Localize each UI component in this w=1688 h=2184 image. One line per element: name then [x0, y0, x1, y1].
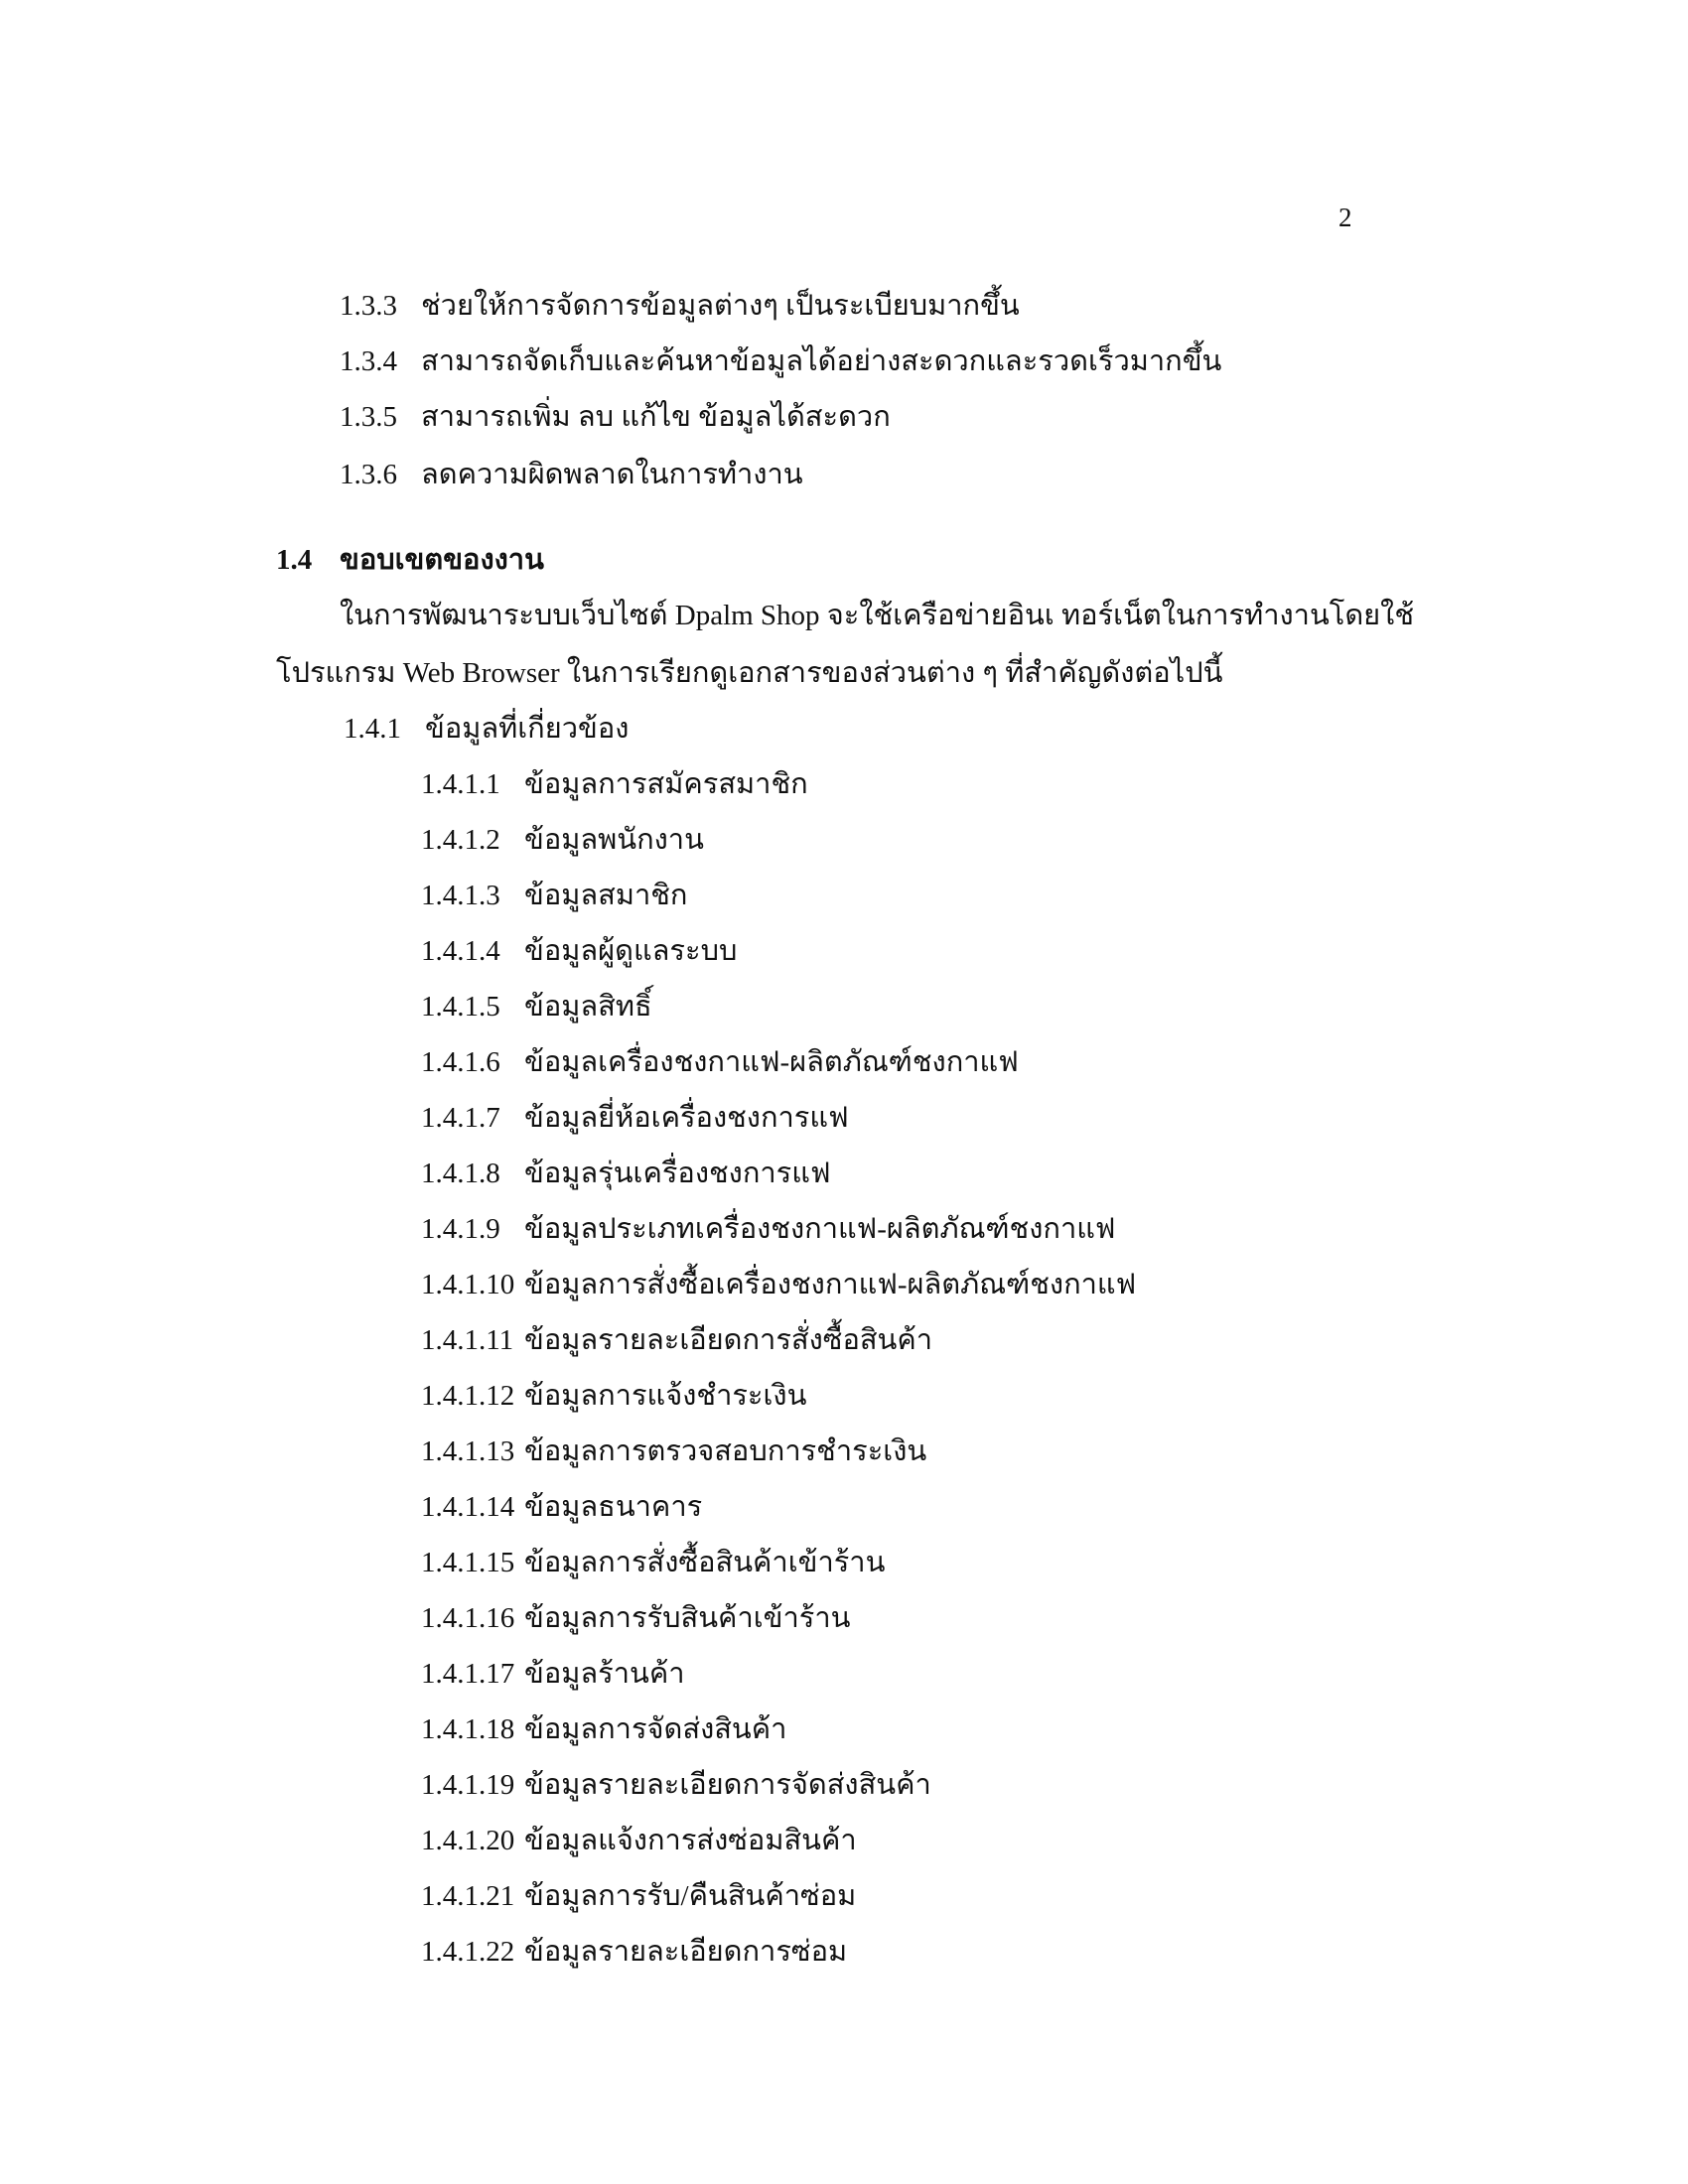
list-item [340, 461, 803, 489]
item-text: ข้อมูลร้านค้า [524, 1658, 685, 1690]
list-item [421, 1660, 685, 1689]
item-number: 1.4.1.19 [421, 1769, 515, 1801]
list-item [421, 937, 737, 966]
item-number: 1.3.4 [340, 345, 397, 377]
item-text: ข้อมูลการแจ้งชำระเงิน [524, 1380, 807, 1412]
item-number: 1.4.1.18 [421, 1713, 515, 1745]
list-item [421, 770, 808, 799]
list-item [421, 1549, 885, 1577]
list-item [421, 882, 687, 910]
item-number: 1.4.1.11 [421, 1324, 514, 1356]
list-item [421, 1493, 702, 1522]
item-number: 1.4.1.8 [421, 1158, 500, 1189]
item-text: ข้อมูลสิทธิ์ [524, 991, 652, 1023]
item-number: 1.3.3 [340, 290, 397, 322]
item-number: 1.4.1.5 [421, 991, 500, 1023]
item-number: 1.4.1.22 [421, 1936, 515, 1968]
item-number: 1.4.1.20 [421, 1825, 515, 1856]
item-number: 1.4.1.4 [421, 935, 500, 967]
item-number: 1.4.1.1 [421, 768, 500, 800]
item-number: 1.4.1.13 [421, 1435, 515, 1467]
list-item [421, 826, 704, 855]
list-item [421, 1104, 849, 1133]
item-text: ข้อมูลเครื่องชงกาแฟ-ผลิตภัณฑ์ชงกาแฟ [524, 1046, 1019, 1078]
item-text: ลดความผิดพลาดในการทำงาน [421, 459, 803, 490]
item-number: 1.3.5 [340, 401, 397, 433]
item-text: ข้อมูลการตรวจสอบการชำระเงิน [524, 1435, 927, 1467]
item-text: ข้อมูลการสมัครสมาชิก [524, 768, 808, 800]
item-text: ข้อมูลประเภทเครื่องชงกาแฟ-ผลิตภัณฑ์ชงกาแฟ [524, 1213, 1116, 1245]
list-item [421, 1437, 926, 1466]
item-text: ข้อมูลรายละเอียดการซ่อม [524, 1936, 848, 1968]
item-number: 1.4.1.6 [421, 1046, 500, 1078]
item-text: ข้อมูลรุ่นเครื่องชงการแฟ [524, 1158, 831, 1189]
item-number: 1.4.1.12 [421, 1380, 515, 1412]
item-number: 1.4.1.15 [421, 1547, 515, 1578]
list-item [340, 403, 891, 432]
item-text: ข้อมูลรายละเอียดการสั่งซื้อสินค้า [524, 1324, 933, 1356]
item-number: 1.4.1.9 [421, 1213, 500, 1245]
item-number: 1.4.1.10 [421, 1269, 515, 1300]
subsection-number: 1.4.1 [344, 713, 401, 745]
section-heading [276, 546, 544, 575]
list-item [421, 1048, 1019, 1077]
list-item [421, 993, 652, 1022]
list-item [421, 1271, 1136, 1299]
item-text: ข้อมูลพนักงาน [524, 824, 704, 856]
item-text: ข้อมูลรายละเอียดการจัดส่งสินค้า [524, 1769, 931, 1801]
page-number: 2 [1338, 203, 1352, 232]
item-text: ข้อมูลการจัดส่งสินค้า [524, 1713, 787, 1745]
item-text: ข้อมูลผู้ดูแลระบบ [524, 935, 738, 967]
list-item [421, 1771, 931, 1800]
item-number: 1.4.1.7 [421, 1102, 500, 1134]
list-item [421, 1382, 806, 1411]
item-text: ข้อมูลสมาชิก [524, 880, 688, 911]
item-number: 1.3.6 [340, 459, 397, 490]
item-number: 1.4.1.3 [421, 880, 500, 911]
item-number: 1.4.1.21 [421, 1880, 515, 1912]
item-text: ข้อมูลธนาคาร [524, 1491, 703, 1523]
list-item [421, 1604, 850, 1633]
item-number: 1.4.1.14 [421, 1491, 515, 1523]
list-item [421, 1215, 1115, 1244]
item-number: 1.4.1.2 [421, 824, 500, 856]
list-item [421, 1882, 856, 1911]
subsection-title: ข้อมูลที่เกี่ยวข้อง [425, 713, 630, 745]
list-item [421, 1827, 857, 1855]
paragraph-line: โปรแกรม Web Browser ในการเรียกดูเอกสารของส่วนต่าง ๆ ที่สำคัญดังต่อไปนี้ [276, 657, 1223, 689]
list-item [421, 1160, 830, 1188]
paragraph-line: ในการพัฒนาระบบเว็บไซต์ Dpalm Shop จะใช้เครือข่ายอินเ ทอร์เน็ตในการทำงานโดยใช้ [340, 600, 1415, 631]
item-text: สามารถจัดเก็บและค้นหาข้อมูลได้อย่างสะดวกและรวดเร็วมากขึ้น [421, 345, 1222, 377]
item-text: ช่วยให้การจัดการข้อมูลต่างๆ เป็นระเบียบมากขึ้น [421, 290, 1020, 322]
section-title: ขอบเขตของงาน [340, 544, 544, 576]
item-text: ข้อมูลการสั่งซื้อสินค้าเข้าร้าน [524, 1547, 886, 1578]
section-number: 1.4 [276, 544, 313, 576]
item-text: ข้อมูลการรับสินค้าเข้าร้าน [524, 1602, 851, 1634]
list-item [421, 1938, 847, 1967]
item-number: 1.4.1.17 [421, 1658, 515, 1690]
item-text: สามารถเพิ่ม ลบ แก้ไข ข้อมูลได้สะดวก [421, 401, 891, 433]
item-number: 1.4.1.16 [421, 1602, 515, 1634]
list-item [340, 292, 1020, 321]
list-item [340, 347, 1221, 376]
item-text: ข้อมูลแจ้งการส่งซ่อมสินค้า [524, 1825, 857, 1856]
item-text: ข้อมูลการสั่งซื้อเครื่องชงกาแฟ-ผลิตภัณฑ์ชงกาแฟ [524, 1269, 1137, 1300]
list-item [421, 1326, 932, 1355]
list-item [421, 1715, 786, 1744]
item-text: ข้อมูลการรับ/คืนสินค้าซ่อม [524, 1880, 857, 1912]
subsection-heading [344, 715, 629, 744]
item-text: ข้อมูลยี่ห้อเครื่องชงการแฟ [524, 1102, 849, 1134]
